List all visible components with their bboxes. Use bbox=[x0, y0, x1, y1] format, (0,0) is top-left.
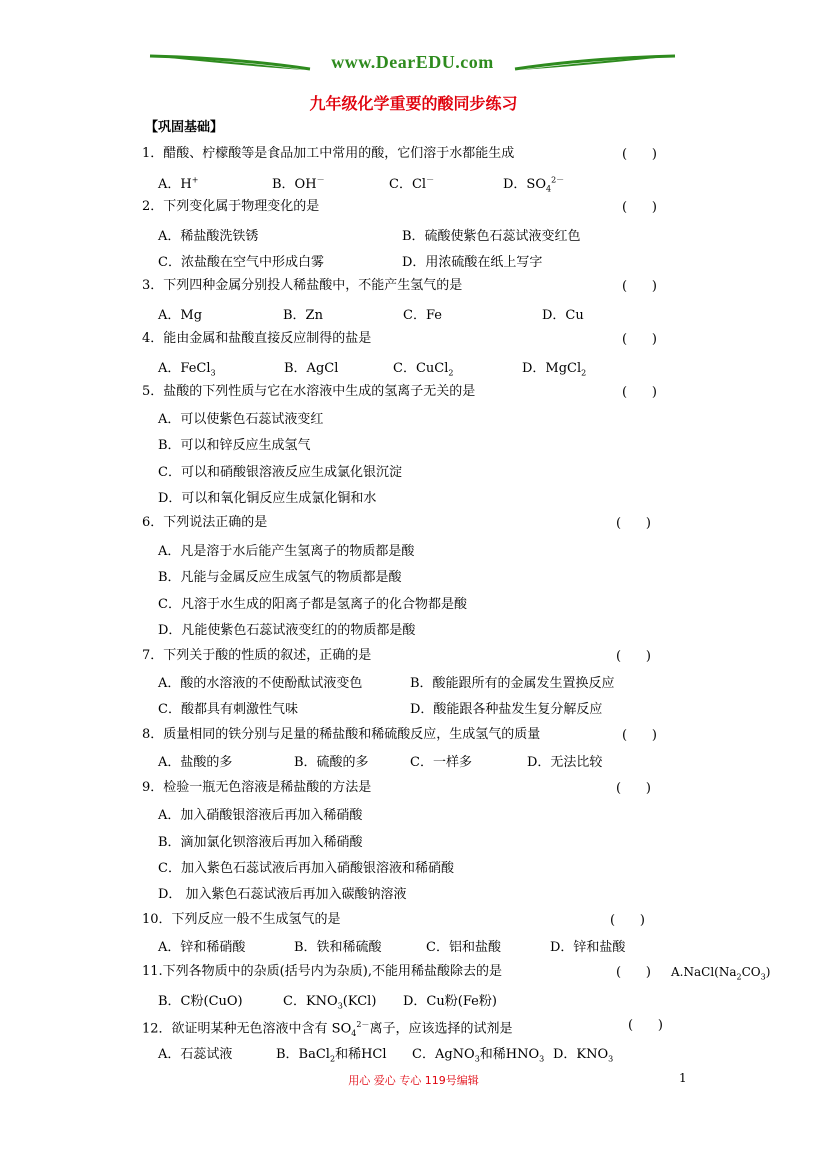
question-2-option-b: B．硫酸使紫色石蕊试液变红色 bbox=[402, 229, 581, 244]
question-1-option-b: B．OH－ bbox=[272, 175, 325, 192]
question-2-answer-blank: ( ) bbox=[622, 200, 657, 215]
question-12-option-a: A．石蕊试液 bbox=[158, 1047, 233, 1062]
question-10-option-d: D．锌和盐酸 bbox=[550, 940, 626, 955]
question-11-option-c: C．$KNO_3(KCl)$ bbox=[283, 994, 377, 1011]
question-10-stem: 10．下列反应一般不生成氢气的是 bbox=[142, 912, 341, 927]
question-11-answer-blank: ( ) bbox=[616, 965, 651, 980]
page-number: 1 bbox=[679, 1071, 687, 1085]
question-4-answer-blank: ( ) bbox=[622, 332, 657, 347]
question-2-stem: 2．下列变化属于物理变化的是 bbox=[142, 199, 320, 214]
question-6-option-d: D．凡能使紫色石蕊试液变红的的物质都是酸 bbox=[158, 623, 416, 638]
page-title: 九年级化学重要的酸同步练习 bbox=[309, 94, 518, 113]
question-6-answer-blank: ( ) bbox=[616, 516, 651, 531]
question-5-answer-blank: ( ) bbox=[622, 385, 657, 400]
question-12-option-c: C．AgNO$_3$和稀$HNO_3$ bbox=[412, 1047, 545, 1064]
question-4-stem: 4．能由金属和盐酸直接反应制得的盐是 bbox=[142, 331, 372, 346]
question-7-option-b: B．酸能跟所有的金属发生置换反应 bbox=[410, 676, 615, 691]
question-7-answer-blank: ( ) bbox=[616, 649, 651, 664]
question-9-option-b: B．滴加氯化钡溶液后再加入稀硝酸 bbox=[158, 835, 363, 850]
site-header bbox=[145, 48, 680, 80]
question-1-option-a: A．H+ bbox=[158, 175, 199, 192]
question-4-option-c: C．CuCl$_2$ bbox=[393, 361, 454, 378]
question-8-answer-blank: ( ) bbox=[622, 728, 657, 743]
question-12-option-b: B．BaCl$_2$和稀HCl bbox=[276, 1047, 387, 1064]
question-11-stem: 11.下列各物质中的杂质(括号内为杂质),不能用稀盐酸除去的是 bbox=[142, 964, 502, 979]
question-4-option-b: B．AgCl bbox=[284, 361, 339, 376]
question-11-option-a: $A.NaCl(Na_2CO_3)$ bbox=[671, 965, 771, 982]
question-3-option-d: D．Cu bbox=[542, 308, 584, 323]
question-9-stem: 9．检验一瓶无色溶液是稀盐酸的方法是 bbox=[142, 780, 372, 795]
question-7-option-c: C．酸都具有刺激性气味 bbox=[158, 702, 298, 717]
question-7-option-a: A．酸的水溶液的不使酚酞试液变色 bbox=[158, 676, 363, 691]
question-8-option-a: A．盐酸的多 bbox=[158, 755, 233, 770]
question-8-stem: 8．质量相同的铁分别与足量的稀盐酸和稀硫酸反应，生成氢气的质量 bbox=[142, 727, 541, 742]
question-1-option-c: C．Cl－ bbox=[389, 175, 435, 192]
question-1-stem: 1．醋酸、柠檬酸等是食品加工中常用的酸，它们溶于水都能生成 bbox=[142, 146, 515, 161]
question-10-answer-blank: ( ) bbox=[610, 913, 645, 928]
question-5-option-d: D．可以和氧化铜反应生成氯化铜和水 bbox=[158, 491, 377, 506]
question-12-stem: 12．欲证明某种无色溶液中含有 $SO_4^{2-}$离子，应该选择的试剂是 bbox=[142, 1020, 513, 1038]
question-6-stem: 6．下列说法正确的是 bbox=[142, 515, 268, 530]
question-12-answer-blank: ( ) bbox=[628, 1018, 663, 1033]
question-9-option-a: A．加入硝酸银溶液后再加入稀硝酸 bbox=[158, 808, 363, 823]
question-9-option-c: C．加入紫色石蕊试液后再加入硝酸银溶液和稀硝酸 bbox=[158, 861, 454, 876]
question-5-option-c: C．可以和硝酸银溶液反应生成氯化银沉淀 bbox=[158, 465, 402, 480]
question-10-option-c: C．铝和盐酸 bbox=[426, 940, 501, 955]
question-10-option-a: A．锌和稀硝酸 bbox=[158, 940, 246, 955]
question-5-option-a: A．可以使紫色石蕊试液变红 bbox=[158, 412, 324, 427]
question-9-answer-blank: ( ) bbox=[616, 781, 651, 796]
question-3-option-c: C．Fe bbox=[403, 308, 442, 323]
page-footer: 用心 爱心 专心 119号编辑 bbox=[348, 1074, 479, 1087]
question-12-option-d: D．$KNO_3$ bbox=[553, 1047, 614, 1064]
question-8-option-b: B．硫酸的多 bbox=[294, 755, 369, 770]
question-11-option-b: B．C粉(CuO) bbox=[158, 994, 243, 1009]
question-3-option-a: A．Mg bbox=[158, 308, 203, 323]
question-1-answer-blank: ( ) bbox=[622, 147, 657, 162]
question-9-option-d: D． 加入紫色石蕊试液后再加入碳酸钠溶液 bbox=[158, 887, 407, 902]
question-6-option-a: A．凡是溶于水后能产生氢离子的物质都是酸 bbox=[158, 544, 415, 559]
question-8-option-d: D．无法比较 bbox=[527, 755, 603, 770]
section-heading: 【巩固基础】 bbox=[145, 120, 224, 135]
question-8-option-c: C．一样多 bbox=[410, 755, 472, 770]
site-name: www.DearEDU.com bbox=[331, 52, 494, 72]
question-7-option-d: D．酸能跟各种盐发生复分解反应 bbox=[410, 702, 603, 717]
question-5-stem: 5．盐酸的下列性质与它在水溶液中生成的氢离子无关的是 bbox=[142, 384, 476, 399]
question-7-stem: 7．下列关于酸的性质的叙述，正确的是 bbox=[142, 648, 372, 663]
question-6-option-c: C．凡溶于水生成的阳离子都是氢离子的化合物都是酸 bbox=[158, 597, 467, 612]
question-4-option-d: D．MgCl$_2$ bbox=[522, 361, 587, 378]
question-3-stem: 3．下列四种金属分别投人稀盐酸中，不能产生氢气的是 bbox=[142, 278, 463, 293]
question-2-option-d: D．用浓硫酸在纸上写字 bbox=[402, 255, 543, 270]
question-2-option-a: A．稀盐酸洗铁锈 bbox=[158, 229, 259, 244]
question-5-option-b: B．可以和锌反应生成氢气 bbox=[158, 438, 311, 453]
question-11-option-d: D．Cu粉(Fe粉) bbox=[403, 994, 497, 1009]
question-2-option-c: C．浓盐酸在空气中形成白雾 bbox=[158, 255, 324, 270]
question-4-option-a: A．FeCl$_3$ bbox=[158, 361, 216, 378]
question-1-option-d: D．$SO_4^{2-}$ bbox=[503, 175, 565, 194]
question-3-answer-blank: ( ) bbox=[622, 279, 657, 294]
question-10-option-b: B．铁和稀硫酸 bbox=[294, 940, 382, 955]
question-6-option-b: B．凡能与金属反应生成氢气的物质都是酸 bbox=[158, 570, 402, 585]
question-3-option-b: B．Zn bbox=[283, 308, 323, 323]
